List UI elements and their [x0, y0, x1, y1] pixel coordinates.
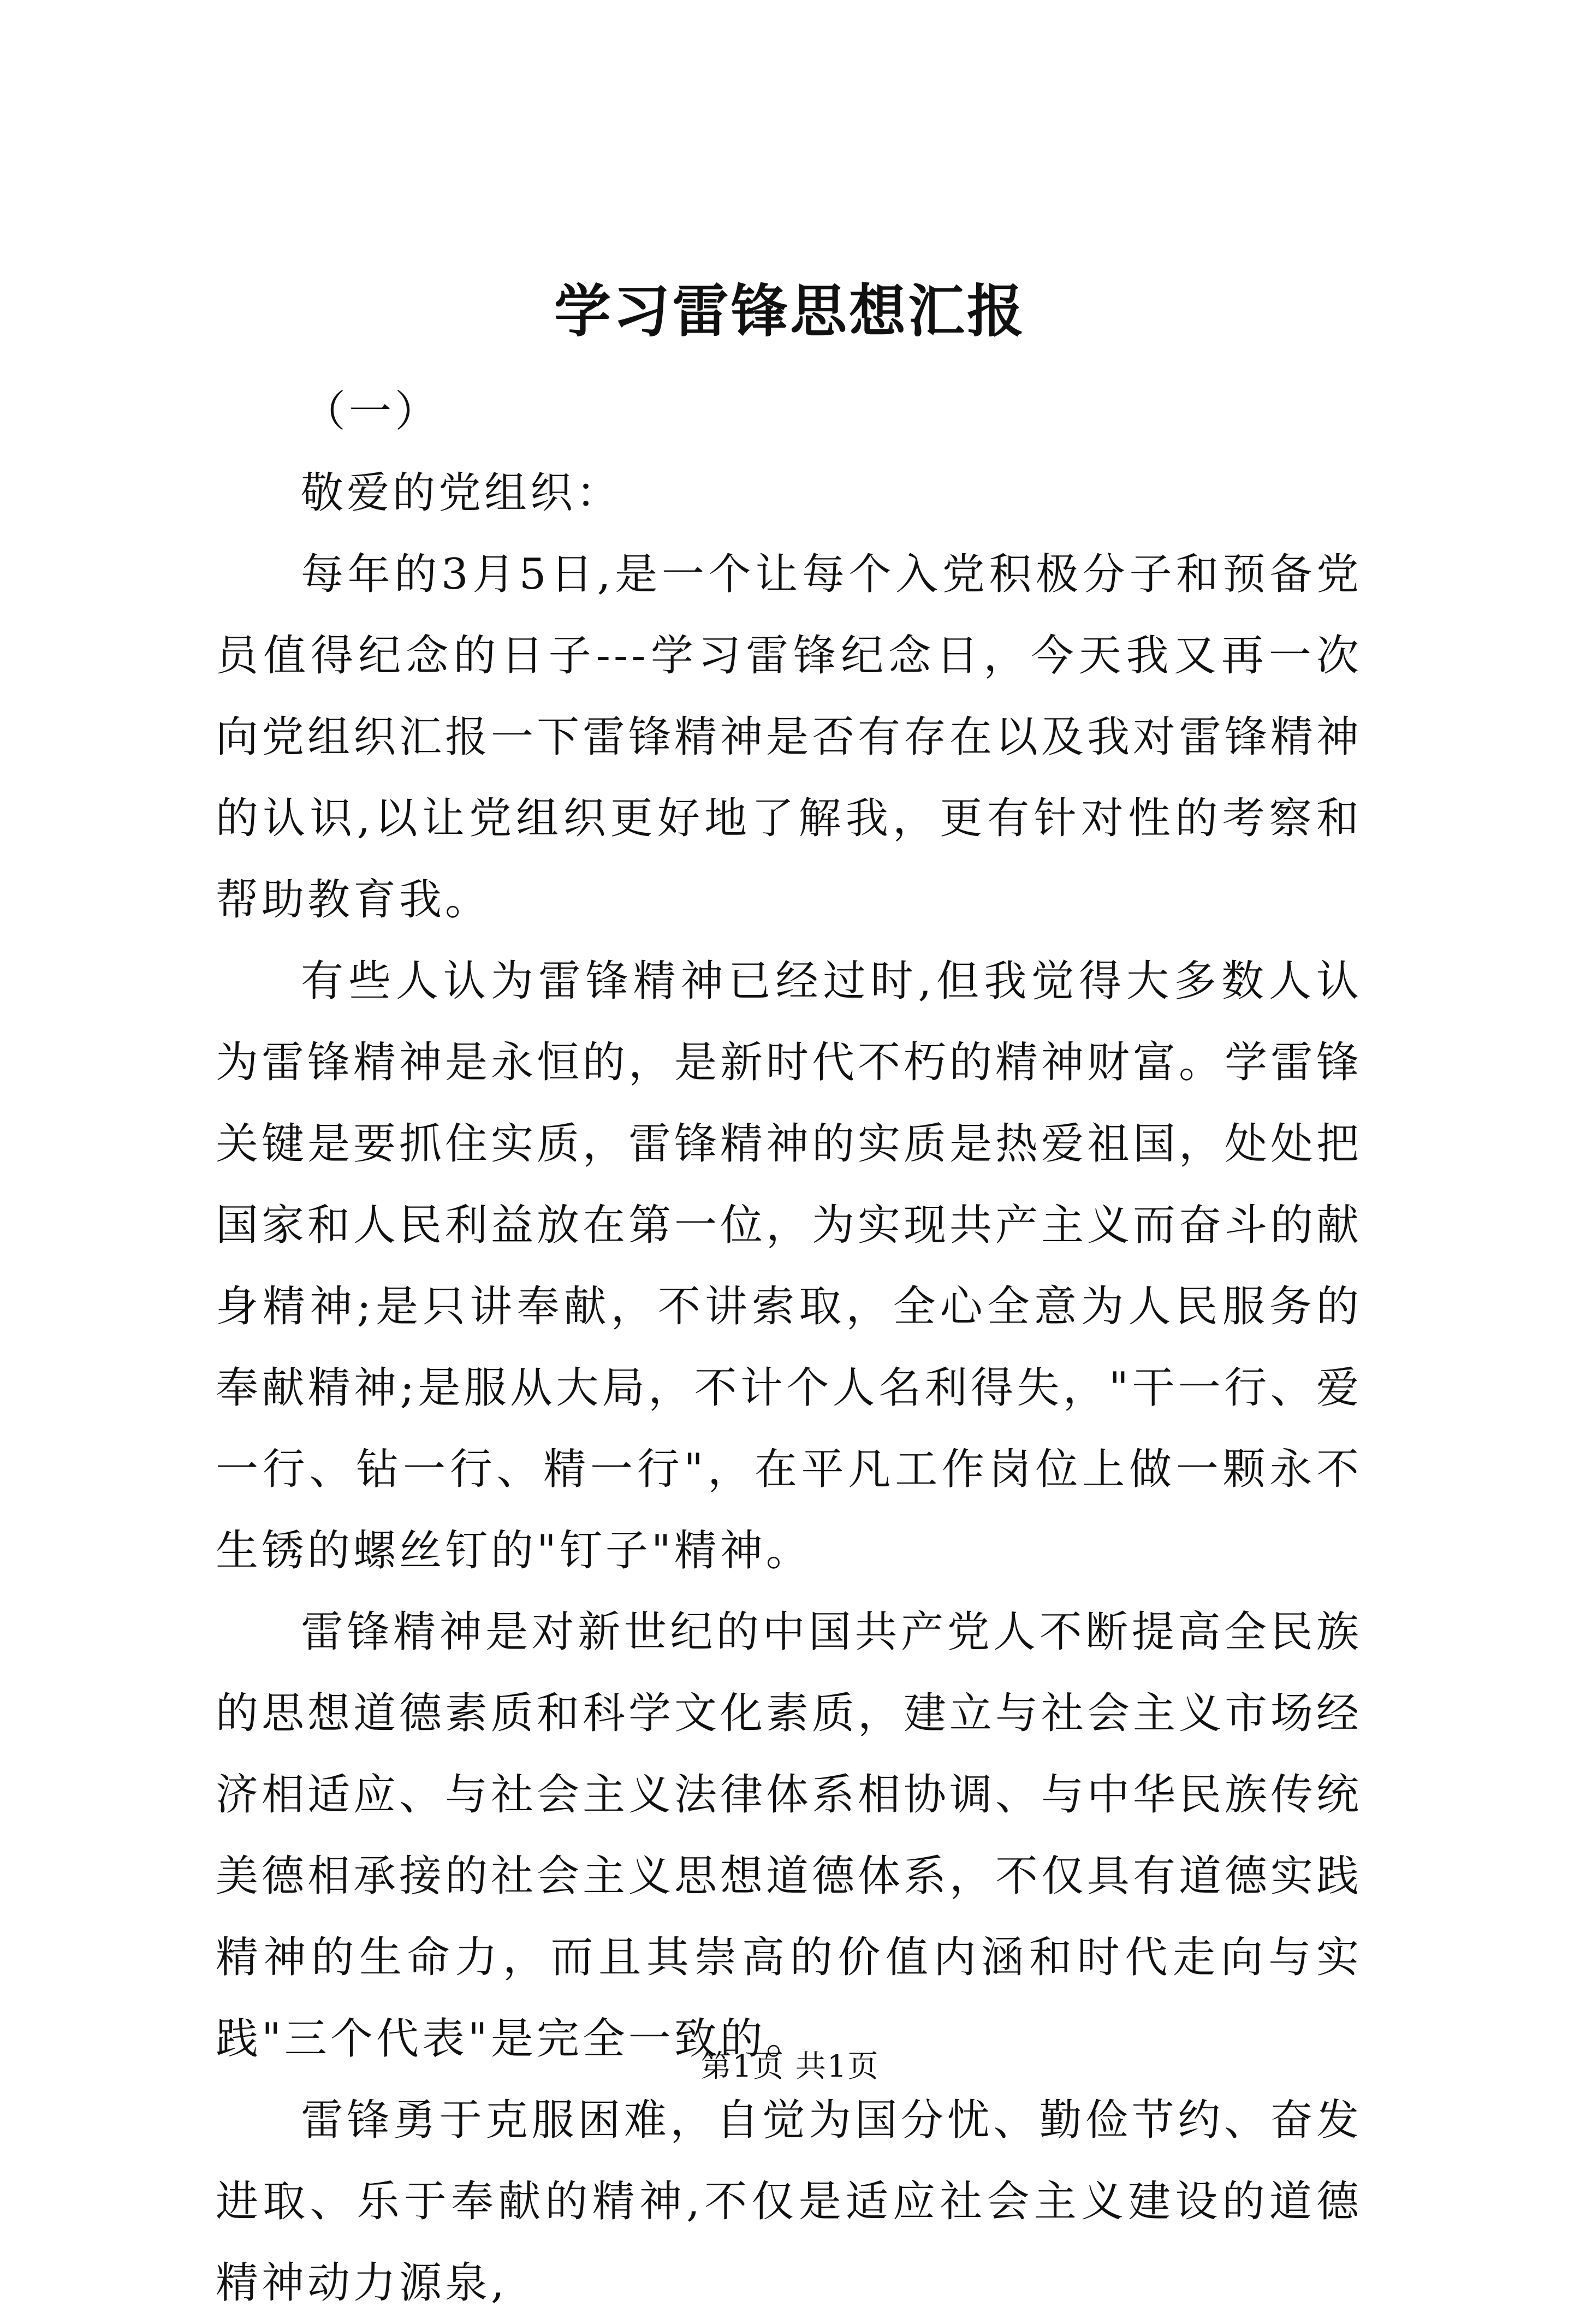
paragraph-4: 雷锋勇于克服困难，自觉为国分忧、勤俭节约、奋发进取、乐于奉献的精神,不仅是适应社会主义建设的道德精神动力源泉,	[216, 2096, 1362, 2308]
salutation: 敬爱的党组织：	[301, 469, 622, 518]
document-title: 学习雷锋思想汇报	[554, 277, 1026, 345]
section-mark: （一）	[303, 387, 441, 436]
document-body	[216, 371, 1362, 2324]
paragraph-2: 有些人认为雷锋精神已经过时,但我觉得大多数人认为雷锋精神是永恒的，是新时代不朽的精神财富。学雷锋关键是要抓住实质，雷锋精神的实质是热爱祖国，处处把国家和人民利益放在第一位，为实现共产主义而奋斗的献身精神;是只讲奉献，不讲索取，全心全意为人民服务的奉献精神;是服从大局，不计个人名利得失，"干一行、爱一行、钻一行、精一行"，在平凡工作岗位上做一颗永不生锈的螺丝钉的"钉子"精神。	[216, 957, 1363, 1575]
paragraph-3: 雷锋精神是对新世纪的中国共产党人不断提高全民族的思想道德素质和科学文化素质，建立与社会主义市场经济相适应、与社会主义法律体系相协调、与中华民族传统美德相承接的社会主义思想道德体系，不仅具有道德实践精神的生命力，而且其崇高的价值内涵和时代走向与实践"三个代表"是完全一致的。	[216, 1608, 1363, 2064]
paragraph-1: 每年的3月5日,是一个让每个入党积极分子和预备党员值得纪念的日子---学习雷锋纪念日，今天我又再一次向党组织汇报一下雷锋精神是否有存在以及我对雷锋精神的认识,以让党组织更好地了解我，更有针对性的考察和帮助教育我。	[216, 550, 1363, 924]
page-footer: 第1页 共1页	[700, 2049, 880, 2084]
